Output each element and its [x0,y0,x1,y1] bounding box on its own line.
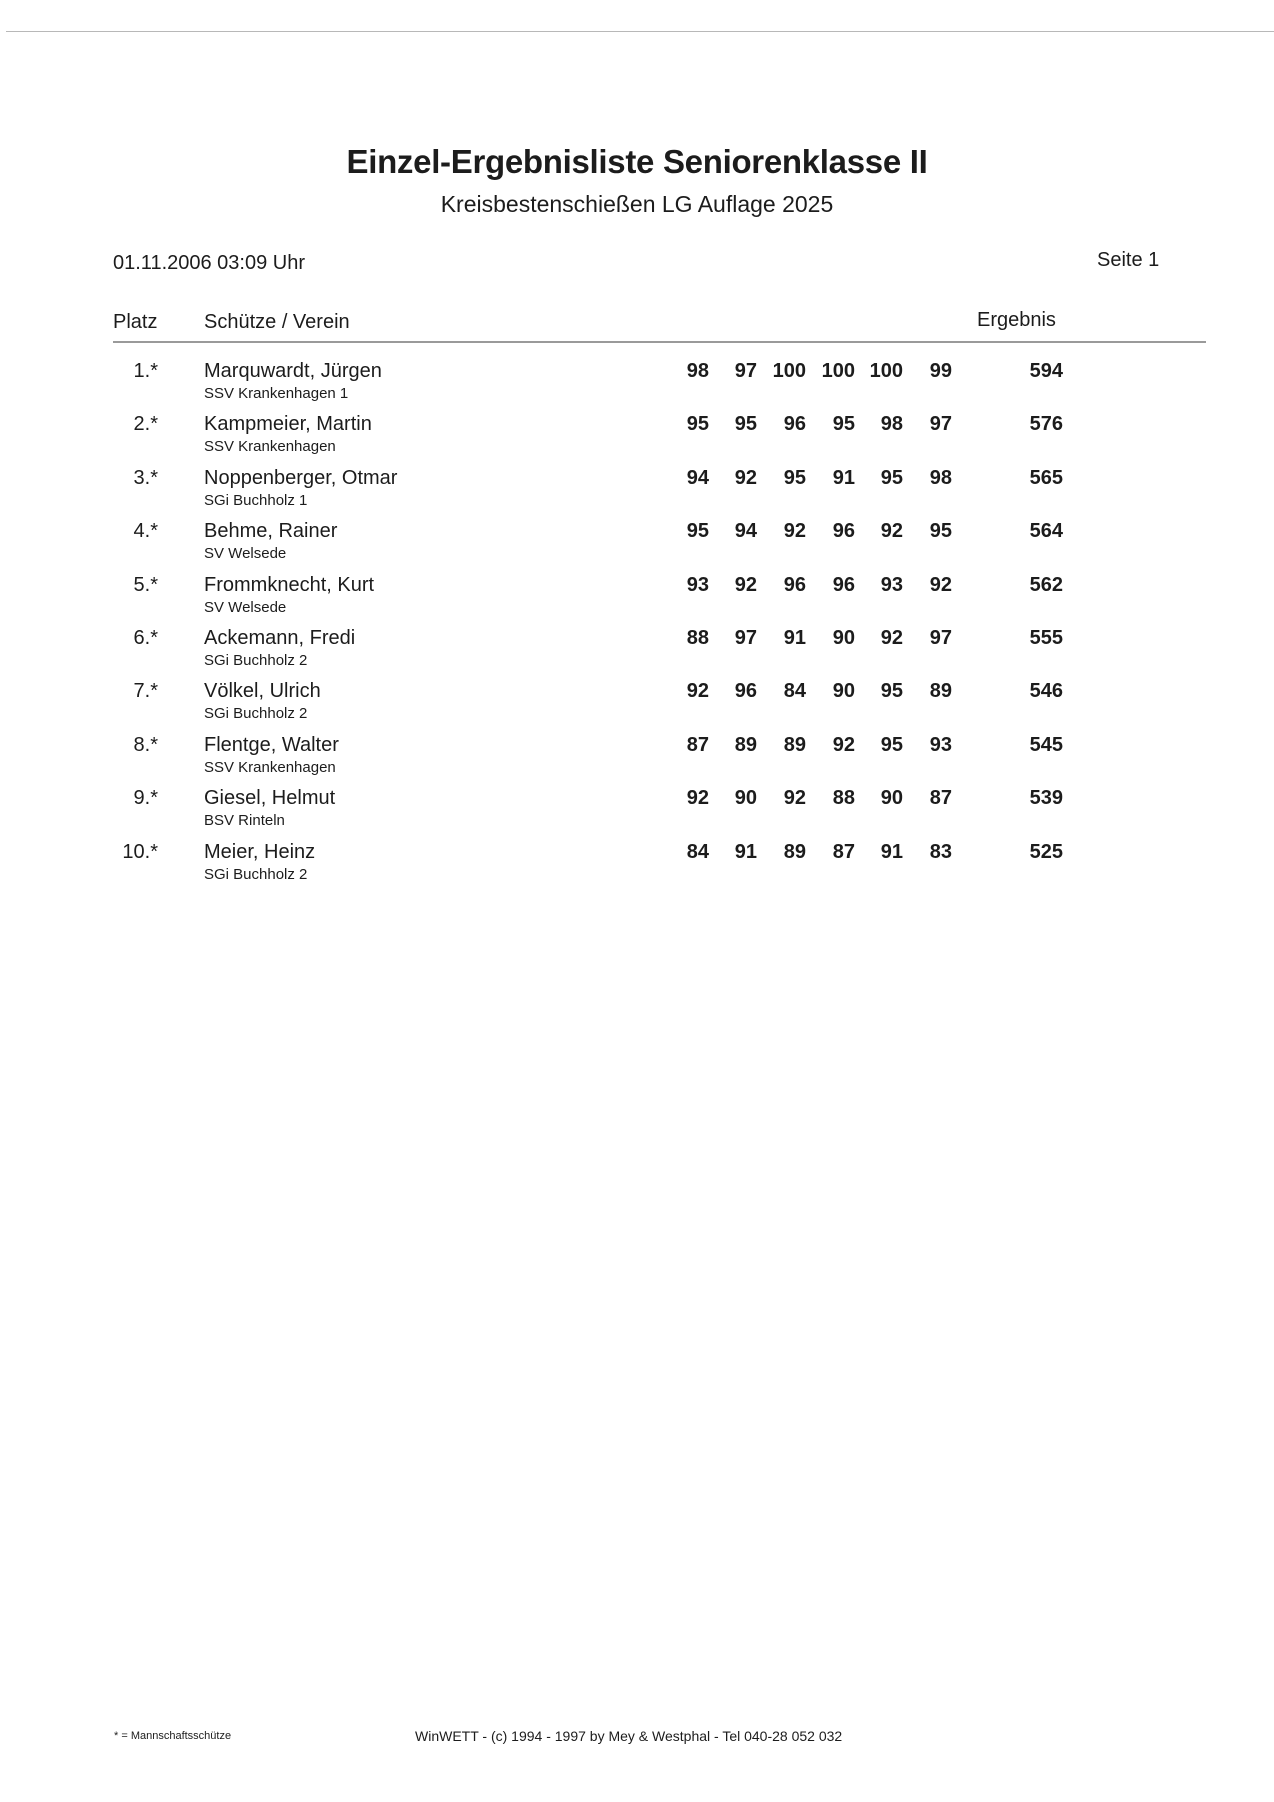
shooter-name: Flentge, Walter [204,733,339,756]
total-score: 562 [1029,573,1063,596]
shooter-name: Ackemann, Fredi [204,626,356,649]
rank: 4.* [133,520,158,543]
club-name: SV Welsede [204,598,287,616]
table-row [0,467,1274,520]
table-row [0,734,1274,787]
series-score: 92 [686,787,709,810]
series-score: 94 [686,466,709,489]
club-name: SGi Buchholz 2 [204,651,308,669]
series-score: 92 [832,733,855,756]
table-row [0,574,1274,627]
series-score: 95 [832,413,855,436]
series-score: 95 [686,413,709,436]
series-score: 91 [783,626,806,649]
total-score: 564 [1029,520,1063,543]
print-datetime: 01.11.2006 03:09 Uhr [113,252,306,274]
club-name: SGi Buchholz 2 [204,865,308,883]
total-score: 576 [1029,413,1063,436]
series-score: 98 [929,466,952,489]
rank: 6.* [133,626,158,649]
table-row [0,360,1274,413]
series-score: 91 [832,466,855,489]
series-score: 97 [929,413,952,436]
series-score: 96 [832,520,855,543]
series-score: 92 [880,626,903,649]
series-score: 87 [832,840,855,863]
column-header-shooter: Schütze / Verein [204,311,350,333]
series-score: 96 [734,680,757,703]
shooter-name: Frommknecht, Kurt [204,573,375,596]
series-score: 93 [929,733,952,756]
series-score: 92 [783,787,806,810]
table-row [0,520,1274,573]
club-name: SSV Krankenhagen 1 [204,385,349,402]
series-score: 83 [929,840,952,863]
shooter-name: Kampmeier, Martin [204,413,372,436]
series-score: 84 [686,840,709,863]
club-name: SGi Buchholz 2 [204,705,308,723]
series-score: 90 [832,626,855,649]
series-score: 89 [783,733,806,756]
club-name: BSV Rinteln [204,812,285,830]
results-table [0,360,1274,894]
total-score: 565 [1029,466,1063,489]
series-score: 91 [734,840,757,863]
series-score: 88 [686,626,709,649]
series-score: 90 [734,787,757,810]
shooter-name: Behme, Rainer [204,520,338,543]
top-divider [6,31,1274,32]
page-title: Einzel-Ergebnisliste Seniorenklasse II [346,143,928,180]
shooter-name: Giesel, Helmut [204,787,336,810]
shooter-name: Noppenberger, Otmar [204,466,398,489]
series-score: 93 [880,573,903,596]
series-score: 92 [783,520,806,543]
club-name: SV Welsede [204,545,287,563]
rank: 9.* [133,787,158,810]
series-score: 94 [734,520,757,543]
series-score: 95 [686,520,709,543]
series-score: 92 [734,466,757,489]
series-score: 100 [869,360,903,382]
rank: 10.* [122,840,158,863]
table-row [0,627,1274,680]
footer-credits: WinWETT - (c) 1994 - 1997 by Mey & Westphal - Tel 040-28 052 032 [415,1728,843,1744]
rank: 7.* [133,680,158,703]
series-score: 89 [929,680,952,703]
series-score: 97 [929,626,952,649]
series-score: 100 [821,360,855,382]
series-score: 89 [734,733,757,756]
series-score: 100 [772,360,806,382]
series-score: 99 [929,360,952,382]
series-score: 98 [880,413,903,436]
page-number: Seite 1 [1097,249,1160,271]
rank: 2.* [133,413,158,436]
series-score: 87 [929,787,952,810]
series-score: 87 [686,733,709,756]
table-row [0,413,1274,466]
series-score: 98 [686,360,709,382]
shooter-name: Meier, Heinz [204,840,316,863]
series-score: 95 [734,413,757,436]
series-score: 95 [929,520,952,543]
series-score: 91 [880,840,903,863]
series-score: 97 [734,626,757,649]
total-score: 546 [1029,680,1063,703]
total-score: 545 [1029,733,1063,756]
column-header-result: Ergebnis [977,309,1056,331]
footer-legend: * = Mannschaftsschütze [114,1730,232,1742]
series-score: 95 [880,733,903,756]
shooter-name: Völkel, Ulrich [204,680,321,703]
table-row [0,841,1274,894]
series-score: 97 [734,360,757,382]
club-name: SGi Buchholz 1 [204,491,308,509]
rank: 8.* [133,733,158,756]
series-score: 96 [783,413,806,436]
series-score: 95 [880,680,903,703]
rank: 5.* [133,573,158,596]
series-score: 88 [832,787,855,810]
club-name: SSV Krankenhagen [204,438,336,456]
series-score: 93 [686,573,709,596]
rank: 3.* [133,466,158,489]
series-score: 95 [783,466,806,489]
page-subtitle: Kreisbestenschießen LG Auflage 2025 [440,191,834,217]
table-row [0,680,1274,733]
column-header-rank: Platz [113,311,158,333]
series-score: 84 [783,680,806,703]
series-score: 95 [880,466,903,489]
rank: 1.* [133,360,158,382]
series-score: 90 [832,680,855,703]
series-score: 92 [734,573,757,596]
shooter-name: Marquwardt, Jürgen [204,360,382,382]
total-score: 594 [1029,360,1063,382]
table-row [0,787,1274,840]
series-score: 92 [880,520,903,543]
total-score: 555 [1029,626,1063,649]
club-name: SSV Krankenhagen [204,758,336,776]
series-score: 96 [832,573,855,596]
series-score: 89 [783,840,806,863]
series-score: 90 [880,787,903,810]
total-score: 525 [1029,840,1063,863]
series-score: 92 [686,680,709,703]
total-score: 539 [1029,787,1063,810]
series-score: 92 [929,573,952,596]
series-score: 96 [783,573,806,596]
header-divider [113,341,1206,343]
